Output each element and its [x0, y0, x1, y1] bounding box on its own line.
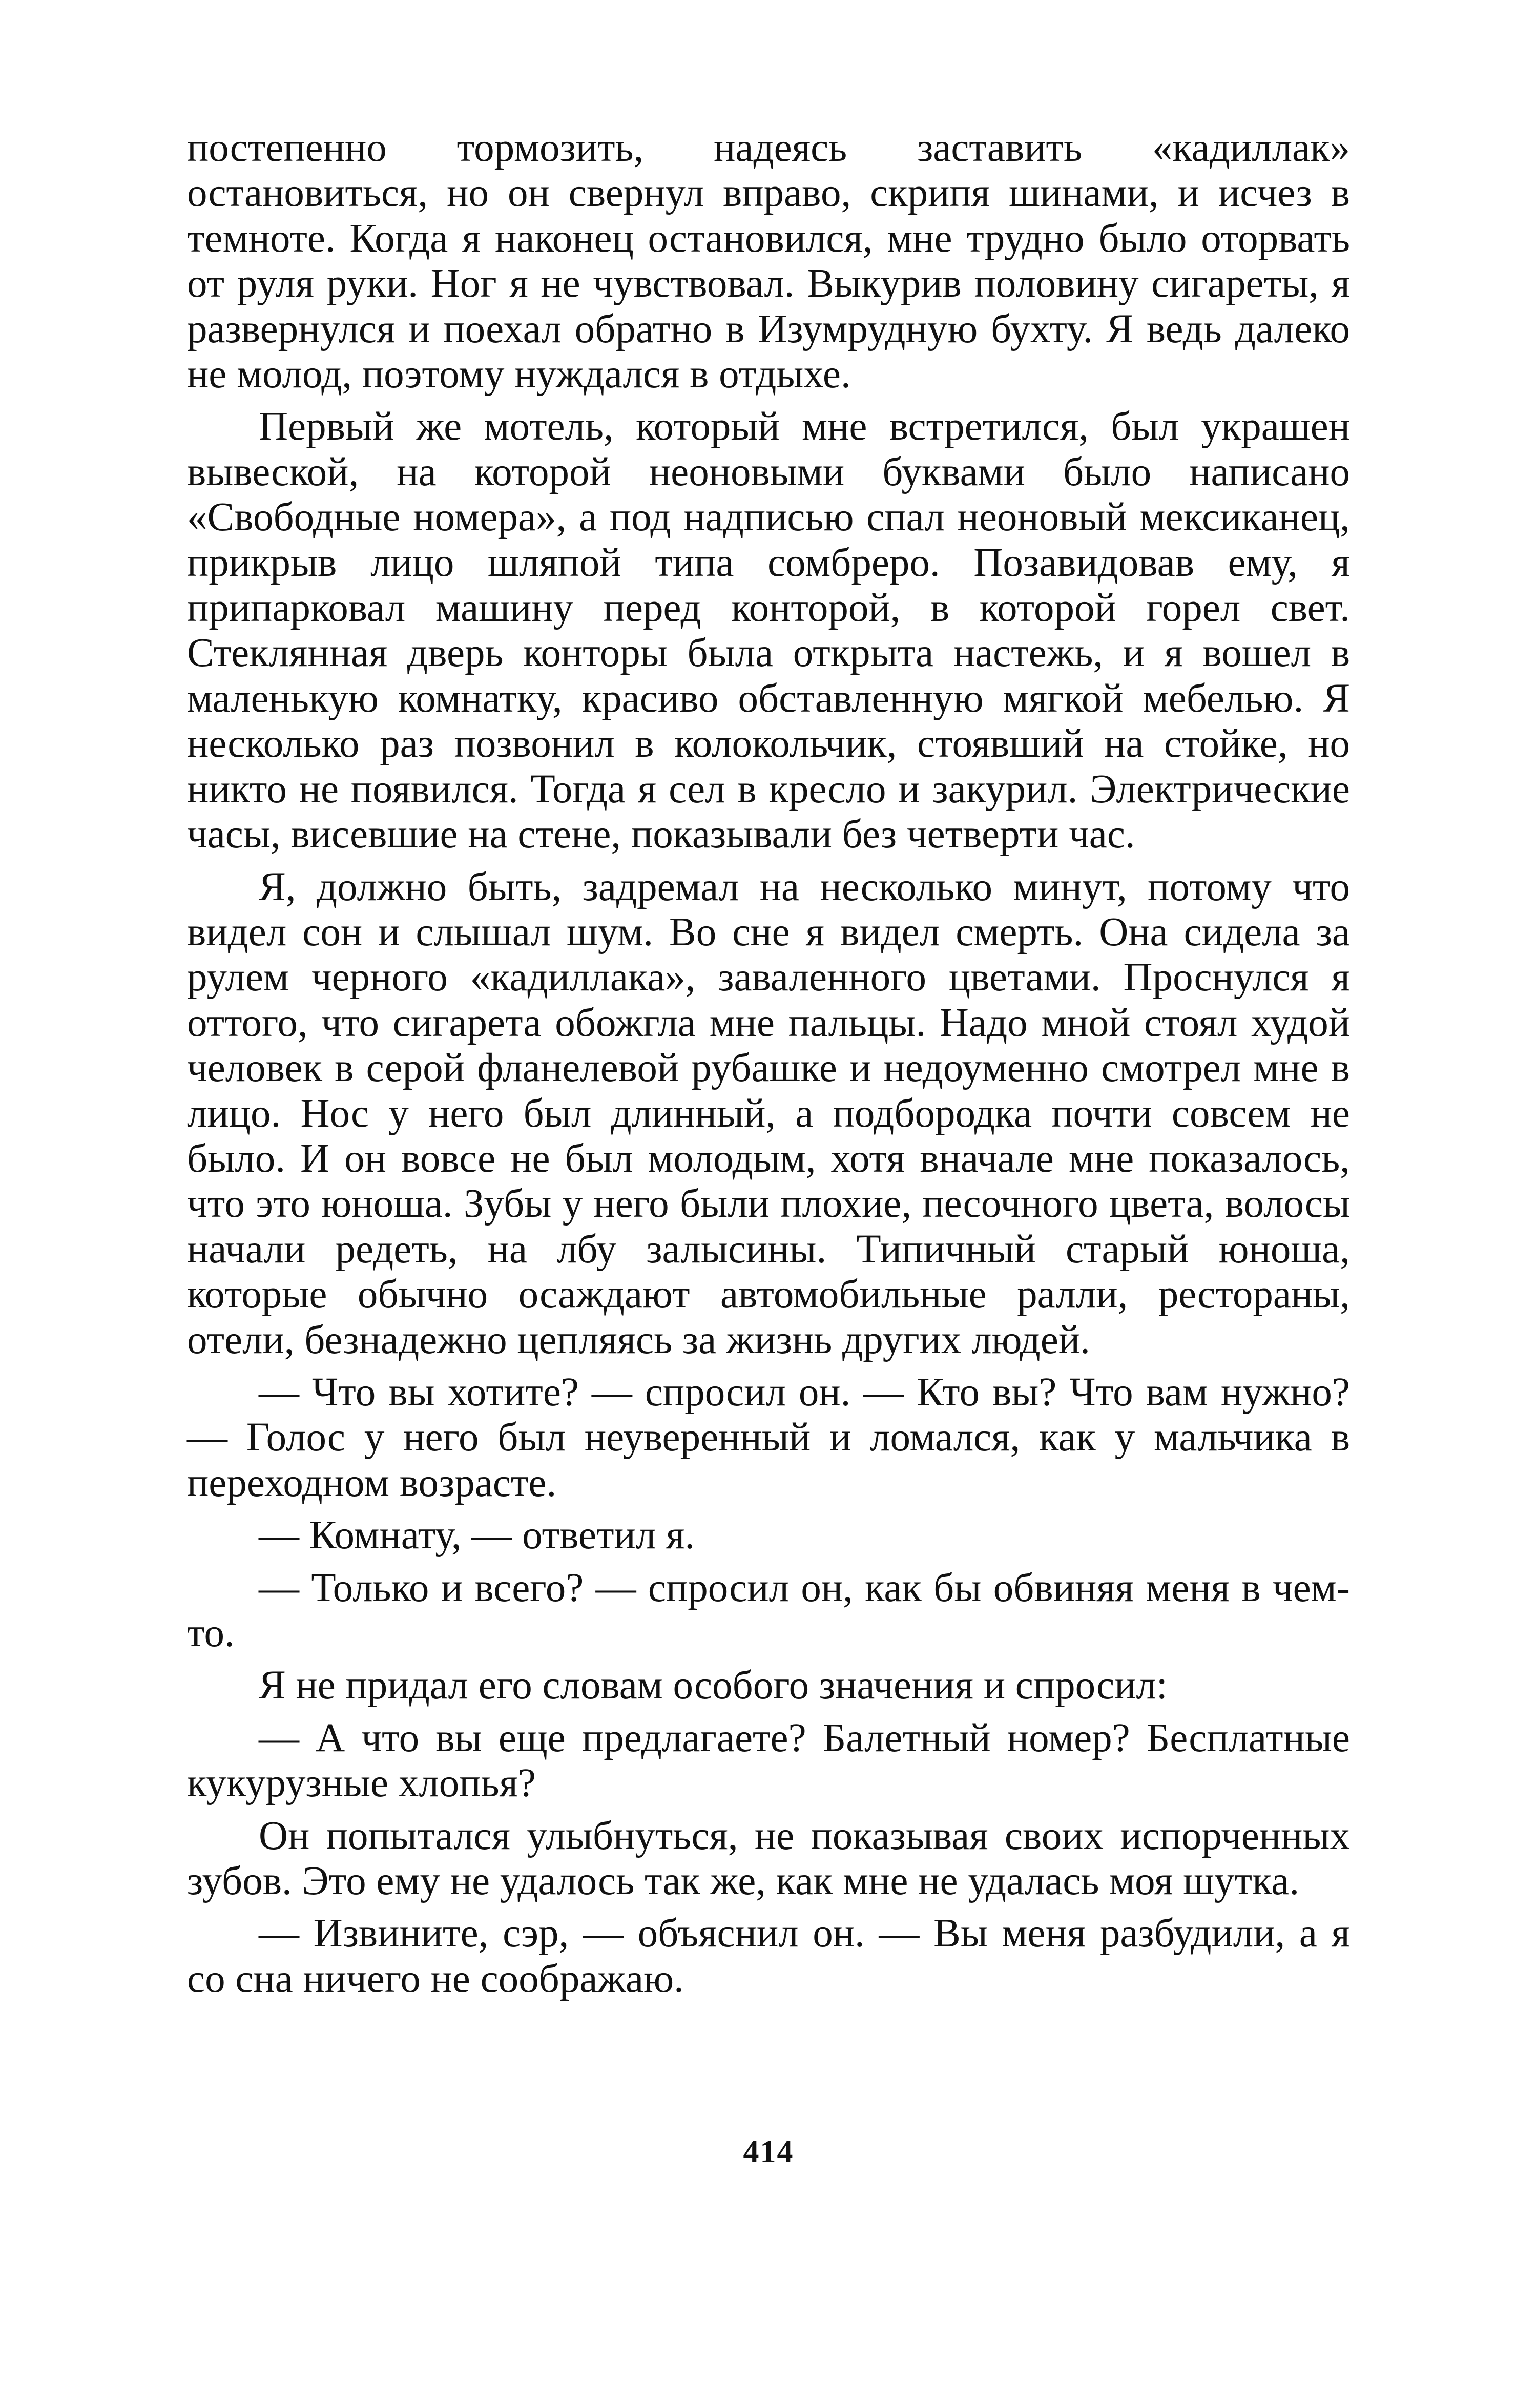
paragraph-6: — Только и всего? — спросил он, как бы обвиняя меня в чем-то. [187, 1565, 1350, 1655]
page-number: 414 [743, 2134, 794, 2169]
paragraph-3: Я, должно быть, задремал на несколько минут, потому что видел сон и слышал шум. Во сне я видел смерть. Она сидела за рулем черного «кадиллака», заваленного цветами. Проснулся я оттого, что сигарета обожгла мне пальцы. Надо мной стоял худой человек в серой фланелевой рубашке и недоуменно смотрел мне в лицо. Нос у него был длинный, а подбородка почти совсем не было. И он вовсе не был молодым, хотя вначале мне показалось, что это юноша. Зубы у него были плохие, песочного цвета, волосы начали редеть, на лбу залысины. Типичный старый юноша, которые обычно осаждают автомобильные ралли, рестораны, отели, безнадежно цепляясь за жизнь других людей. [187, 864, 1350, 1362]
paragraph-10: — Извините, сэр, — объяснил он. — Вы меня разбудили, а я со сна ничего не соображаю. [187, 1911, 1350, 2001]
page-text [187, 126, 1350, 2009]
paragraph-2: Первый же мотель, который мне встретился, был украшен вывеской, на которой неоновыми буквами было написано «Свободные номера», а под надписью спал неоновый мексиканец, прикрыв лицо шляпой типа сомбреро. Позавидовав ему, я припарковал машину перед конторой, в которой горел свет. Стеклянная дверь конторы была открыта настежь, и я вошел в маленькую комнатку, красиво обставленную мягкой мебелью. Я несколько раз позвонил в колокольчик, стоявший на стойке, но никто не появился. Тогда я сел в кресло и закурил. Электрические часы, висевшие на стене, показывали без четверти час. [187, 404, 1350, 857]
paragraph-4: — Что вы хотите? — спросил он. — Кто вы? Что вам нужно? — Голос у него был неуверенный и ломался, как у мальчика в переходном возрасте. [187, 1369, 1350, 1505]
paragraph-8: — А что вы еще предлагаете? Балетный номер? Бесплатные кукурузные хлопья? [187, 1715, 1350, 1806]
paragraph-9: Он попытался улыбнуться, не показывая своих испорченных зубов. Это ему не удалось так же, как мне не удалась моя шутка. [187, 1813, 1350, 1904]
paragraph-7: Я не придал его словам особого значения и спросил: [259, 1663, 1168, 1708]
paragraph-5: — Комнату, — ответил я. [259, 1513, 695, 1558]
paragraph-1: постепенно тормозить, надеясь заставить «кадиллак» остановиться, но он свернул вправо, скрипя шинами, и исчез в темноте. Когда я наконец остановился, мне трудно было оторвать от руля руки. Ног я не чувствовал. Выкурив половину сигареты, я развернулся и поехал обратно в Изумрудную бухту. Я ведь далеко не молод, поэтому нуждался в отдыхе. [187, 126, 1350, 397]
